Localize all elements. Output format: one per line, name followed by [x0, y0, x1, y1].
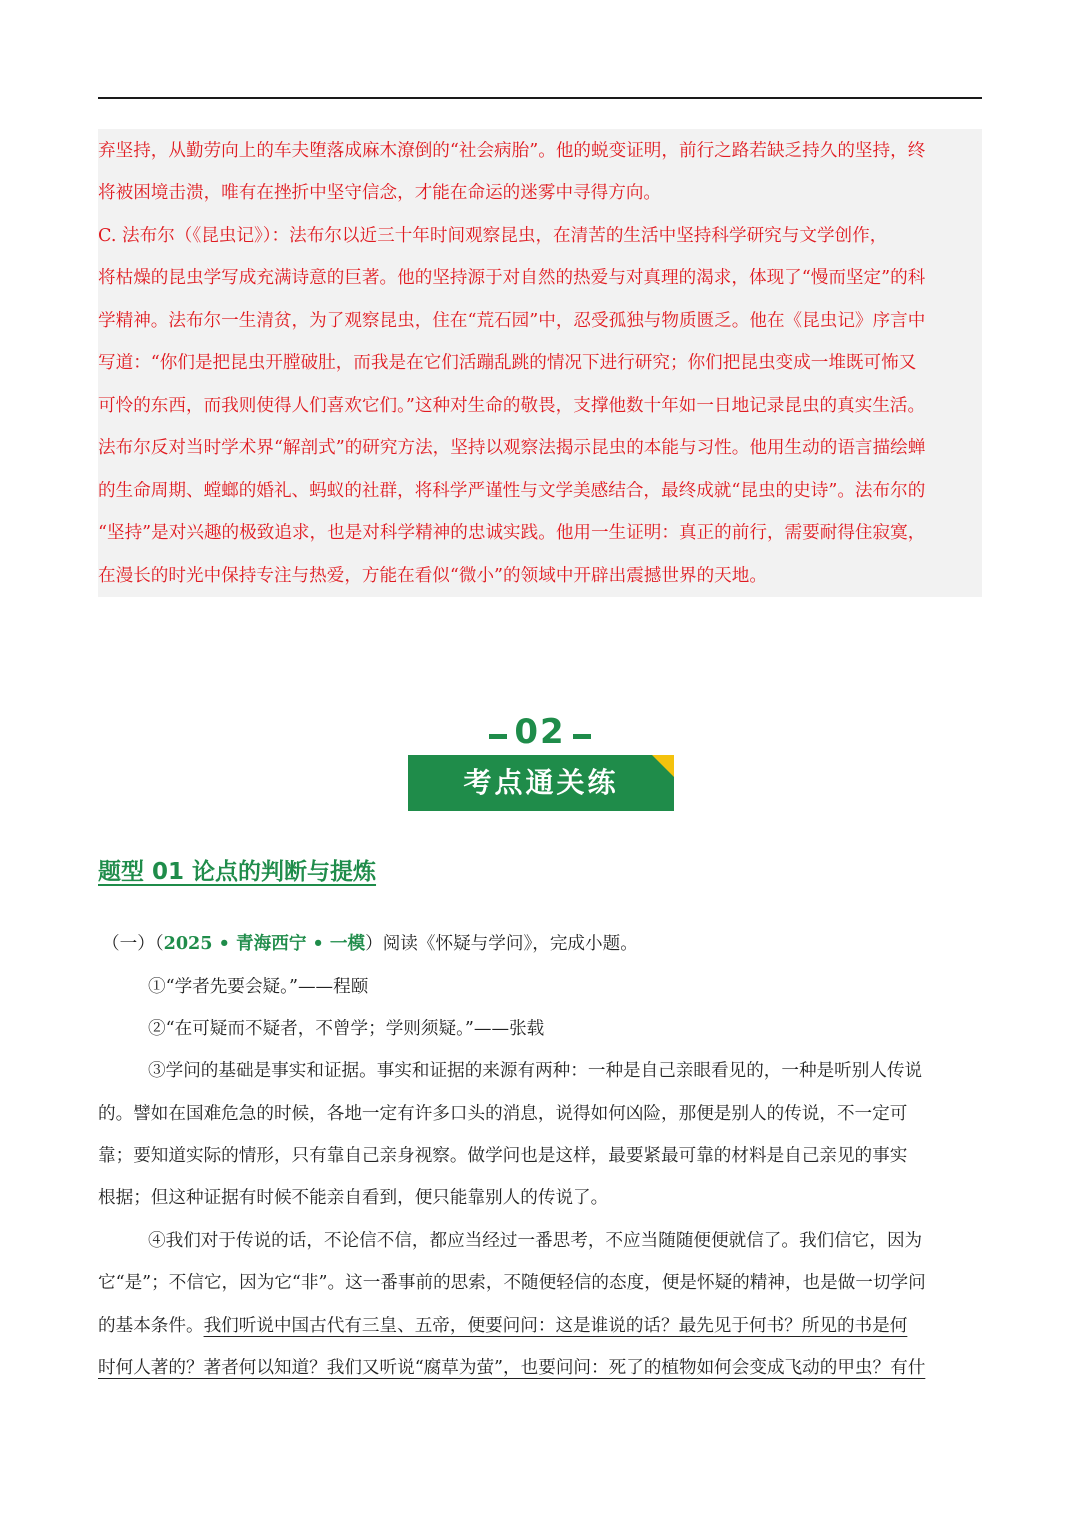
intro-suffix: ）阅读《怀疑与学问》，完成小题。: [365, 934, 638, 954]
paragraph-line: [98, 1305, 982, 1347]
dash-decoration: [573, 734, 591, 739]
answer-line: “坚持”是对兴趣的极致追求，也是对科学精神的忠诚实践。他用一生证明：真正的前行，需要耐得住寂寞，: [98, 523, 926, 543]
intro-prefix: （一）（: [102, 934, 164, 954]
answer-line: 在漫长的时光中保持专注与热爱，方能在看似“微小”的领域中开辟出震撼世界的天地。: [98, 566, 767, 586]
corner-decoration: [652, 755, 674, 777]
quote-line: ①“学者先要会疑。”——程颐: [148, 977, 369, 997]
answer-line: 学精神。法布尔一生清贫，为了观察昆虫，住在“荒石园”中，忍受孤独与物质匮乏。他在《昆虫记》序言中: [98, 311, 926, 331]
underlined-text: 我们听说中国古代有三皇、五帝，便要问问：这是谁说的话？最先见于何书？所见的书是何: [203, 1316, 908, 1336]
header-rule: [98, 97, 982, 99]
section-number: 02: [514, 712, 566, 752]
paragraph-line: 靠；要知道实际的情形，只有靠自己亲身视察。做学问也是这样，最要紧最可靠的材料是自己亲见的事实: [98, 1146, 908, 1166]
answer-line: 写道：“你们是把昆虫开膛破肚，而我是在它们活蹦乱跳的情况下进行研究；你们把昆虫变成一堆既可怖又: [98, 353, 917, 373]
paragraph-line: 根据；但这种证据有时候不能亲自看到，便只能靠别人的传说了。: [98, 1188, 609, 1208]
section-banner: [405, 708, 675, 814]
answer-line: 将枯燥的昆虫学写成充满诗意的巨著。他的坚持源于对自然的热爱与对真理的渴求，体现了“慢而坚定”的科: [98, 268, 926, 288]
plain-text: 的基本条件。: [98, 1316, 204, 1336]
question-type-heading: 题型 01 论点的判断与提炼: [98, 859, 377, 885]
paragraph-line: 它“是”；不信它，因为它“非”。这一番事前的思索，不随便轻信的态度，便是怀疑的精神，也是做一切学问: [98, 1273, 926, 1293]
underlined-text: 时何人著的？著者何以知道？我们又听说“腐草为萤”，也要问问：死了的植物如何会变成飞动的甲虫？有什: [98, 1358, 926, 1378]
intro-source: 2025 • 青海西宁 • 一模: [163, 933, 366, 954]
answer-line: 可怜的东西，而我则使得人们喜欢它们。”这种对生命的敬畏，支撑他数十年如一日地记录昆虫的真实生活。: [98, 396, 926, 416]
answer-line: 的生命周期、螳螂的婚礼、蚂蚁的社群，将科学严谨性与文学美感结合，最终成就“昆虫的史诗”。法布尔的: [98, 481, 926, 501]
paragraph-line: ③学问的基础是事实和证据。事实和证据的来源有两种：一种是自己亲眼看见的，一种是听别人传说: [148, 1061, 923, 1081]
answer-line: C. 法布尔（《昆虫记》）：法布尔以近三十年时间观察昆虫，在清苦的生活中坚持科学研究与文学创作，: [98, 226, 888, 246]
answer-line: 将被困境击溃，唯有在挫折中坚守信念，才能在命运的迷雾中寻得方向。: [98, 183, 662, 203]
section-title: 考点通关练: [408, 755, 674, 811]
paragraph-line: ④我们对于传说的话，不论信不信，都应当经过一番思考，不应当随随便便就信了。我们信它，因为: [148, 1231, 923, 1251]
answer-line: 弃坚持，从勤劳向上的车夫堕落成麻木潦倒的“社会病胎”。他的蜕变证明，前行之路若缺乏持久的坚持，终: [98, 141, 926, 161]
paragraph-line: [98, 1347, 982, 1389]
answer-line: 法布尔反对当时学术界“解剖式”的研究方法，坚持以观察法揭示昆虫的本能与习性。他用生动的语言描绘蝉: [98, 438, 926, 458]
paragraph-line: 的。譬如在国难危急的时候，各地一定有许多口头的消息，说得如何凶险，那便是别人的传说，不一定可: [98, 1104, 908, 1124]
question-intro: [102, 924, 638, 964]
quote-line: ②“在可疑而不疑者，不曾学；学则须疑。”——张载: [148, 1019, 545, 1039]
